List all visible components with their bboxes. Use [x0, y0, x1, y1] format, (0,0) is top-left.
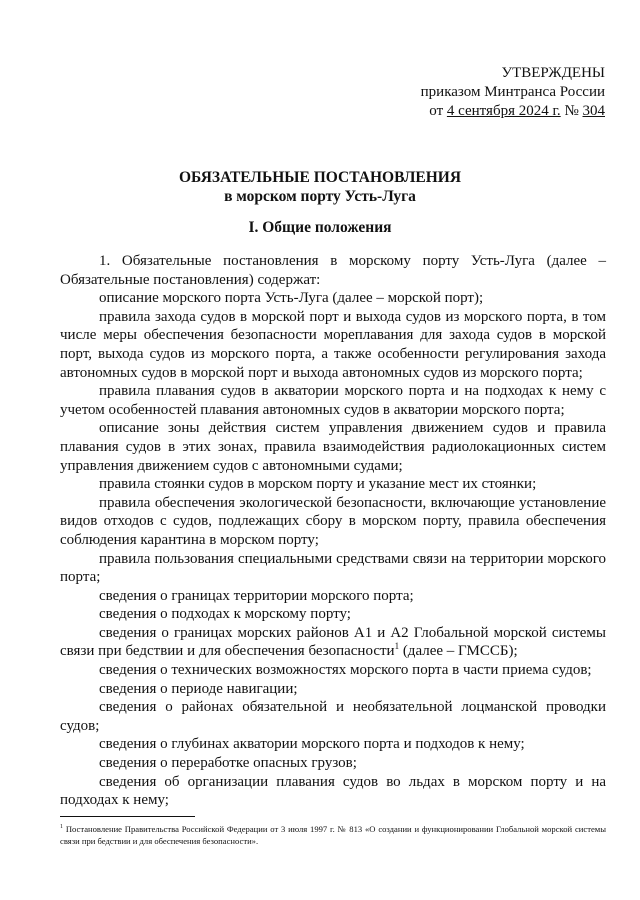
document-title	[0, 168, 640, 206]
approval-date-line	[421, 102, 605, 121]
paragraph: сведения о районах обязательной и необязательной лоцманской проводки судов;	[60, 699, 606, 734]
paragraph: правила обеспечения экологической безопасности, включающие установление видов отходов с судов, подлежащих сбору в морском порту, правила обеспечения соблюдения карантина в морском порту;	[60, 494, 606, 548]
section-heading: I. Общие положения	[248, 219, 392, 236]
paragraph: правила пользования специальными средствами связи на территории морского порта;	[60, 550, 606, 586]
paragraph: описание зоны действия систем управления движением судов и правила плавания судов в этих зонах, правила взаимодействия радиолокационных систем управления движением судов с автономными судами;	[60, 420, 606, 474]
approval-date-prefix: от	[429, 103, 447, 119]
paragraph: описание морского порта Усть-Луга (далее – морской порт);	[99, 290, 484, 307]
paragraph-text: сведения о границах морских районов А1 и А2 Глобальной морской системы связи при бедствии и для обеспечения безопасности	[60, 624, 606, 660]
document-title-main: ОБЯЗАТЕЛЬНЫЕ ПОСТАНОВЛЕНИЯ	[178, 169, 462, 186]
paragraph: сведения о переработке опасных грузов;	[99, 755, 357, 772]
footnote-text: Постановление Правительства Российской Федерации от 3 июля 1997 г. № 813 «О создании и функционировании Глобальной морской системы связи при бедствии и для обеспечения безопасности».	[60, 824, 606, 846]
approval-title: УТВЕРЖДЕНЫ	[501, 65, 605, 81]
document-title-sub: в морском порту Усть-Луга	[224, 188, 416, 205]
paragraph: сведения о глубинах акватории морского порта и подходов к нему;	[99, 736, 525, 753]
paragraph: сведения о подходах к морскому порту;	[99, 606, 351, 623]
approval-date: 4 сентября 2024 г.	[446, 103, 561, 119]
approval-number-sign: №	[560, 103, 583, 119]
paragraph: правила захода судов в морской порт и выхода судов из морского порта, в том числе меры обеспечения безопасности мореплавания для захода судов в морской порт, выхода судов из морского порта, а также особенности регулирования захода автономных судов в морской порт и выхода автономных судов из морского порта;	[60, 308, 606, 381]
footnote	[60, 823, 606, 847]
paragraph: правила плавания судов в акватории морского порта и на подходах к нему с учетом особенностей плавания автономных судов в акватории морского порта;	[60, 383, 606, 418]
approval-number: 304	[582, 103, 605, 119]
paragraph: сведения о технических возможностях морского порта в части приема судов;	[99, 662, 592, 679]
paragraph-tail: (далее – ГМССБ);	[399, 643, 518, 660]
paragraph-with-footnote	[60, 624, 606, 661]
paragraph: 1. Обязательные постановления в морскому порту Усть-Луга (далее – Обязательные постановления) содержат:	[60, 253, 606, 288]
footnote-mark: 1	[60, 824, 63, 831]
footnote-divider	[60, 816, 195, 817]
approval-stamp	[421, 64, 605, 121]
paragraph: сведения об организации плавания судов во льдах в морском порту и на подходах к нему;	[60, 773, 606, 809]
footnote-reference: 1	[394, 641, 400, 652]
document-body	[60, 252, 606, 810]
paragraph: сведения о периоде навигации;	[99, 680, 298, 697]
approval-order: приказом Минтранса России	[420, 84, 605, 100]
paragraph: правила стоянки судов в морском порту и указание мест их стоянки;	[99, 476, 537, 493]
paragraph: сведения о границах территории морского порта;	[99, 587, 414, 604]
